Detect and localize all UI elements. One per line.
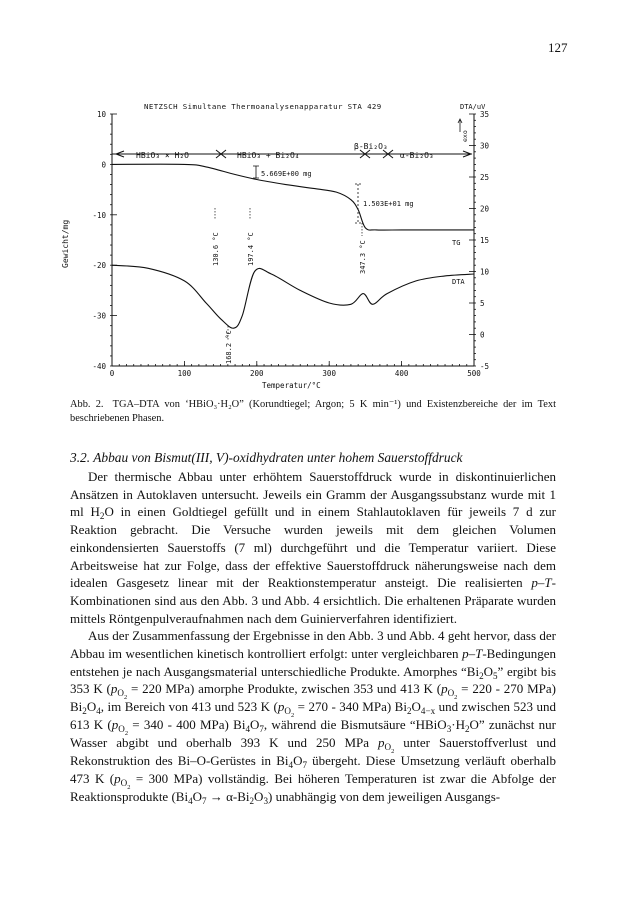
mass-loss-1-bracket [253,166,259,178]
paragraph-1: Der thermische Abbau unter erhöhtem Sauerstoffdruck wurde in diskontinuierlichen Ansätzen in Autoklaven untersucht. Jeweils ein Gramm der Ausgangssubstanz wurde mit 1 ml $H_2O$ in einen Goldtiegel gefüllt und in einem Stahlautoklaven für jeweils 7 d zur Reaktion gebracht. Die Versuche wurden jeweils mit dem gleichen Volumen einkondensierten Sauerstoffs (7 ml) durchgeführt und die Temperatur variiert. Diese Arbeitsweise hat zur Folge, dass der effektive Sauerstoffdruck näherungsweise nach dem idealen Gasgesetz linear mit der Reaktionstemperatur ansteigt. Die realisierten p–T-Kombinationen sind aus den Abb. 3 und Abb. 4 ersichtlich. Die erhaltenen Präparate wurden mittels Röntgenpulveraufnahmen nach dem Guinierverfahren identifiziert. [70,469,556,626]
right-axis-title: DTA/uV [460,103,486,111]
right-axis-tick-label: 15 [480,236,490,245]
mass-loss-2-bracket [355,184,361,223]
mass-loss-1-label: 5.669E+00 mg [261,170,312,178]
page-number: 127 [548,40,568,55]
tg-label: TG [452,239,461,247]
tga-dta-chart [40,98,580,398]
x-axis-tick-label: 0 [109,369,115,378]
left-axis-tick-label: -20 [92,261,106,271]
right-axis-tick-label: -5 [480,362,490,371]
x-axis-tick-label: 500 [467,369,481,378]
phase-label-beta: β-Bi₂O₃ [354,142,388,151]
right-axis-tick-label: 5 [480,299,485,308]
caption-text: TGA–DTA von ‘HBiO₃·H₂O” (Korundtiegel; Argon; 5 K min⁻¹) und Existenzbereiche der im Text beschriebenen Phasen. [70,399,556,424]
caption-label: Abb. 2. [70,399,104,410]
peak-label-2: 197.4 °C [247,232,255,266]
peak-label-4: 168.2 °C [225,330,233,364]
dta-curve [112,265,474,328]
left-axis-tick-label: -30 [92,311,106,321]
paragraph-2: Aus der Zusammenfassung der Ergebnisse in den Abb. 3 und Abb. 4 geht hervor, dass der Abbau im wesentlichen kinetisch kontrolliert erfolgt: unter vergleichbaren p–T-Bedingungen entstehen je nach Ausgangsmaterial unterschiedliche Produkte. Amorphes “$Bi_2O_5$” ergibt bis 353 K ($p_{O_2} = 220$ MPa) amorphe Produkte, zwischen 353 und 413 K ($p_{O_2} = 220 - 270$ MPa) $Bi_2O_4$, im Bereich von 413 und 523 K ($p_{O_2} = 270 - 340$ MPa) $Bi_2O_{4-x}$ und zwischen 523 und 613 K ($p_{O_2} = 340 - 400$ MPa) $Bi_4O_7$, während die Bismutsäure “$HBiO_3\cdot H_2O$” zunächst nur Wasser abgibt und oberhalb 393 K und 250 MPa $p_{O_2}$ unter Sauerstoffverlust und Rekonstruktion des Bi–O-Gerüstes in $Bi_4O_7$ übergeht. Diese Umsetzung verläuft oberhalb 473 K ($p_{O_2} = 300$ MPa) vollständig. Bei höheren Temperaturen ist zwar die Abfolge der Reaktionsprodukte $(Bi_4O_7 \to \alpha-Bi_2O_3)$ unabhängig von dem jeweiligen Ausgangs- [70,628,557,807]
x-axis-title: Temperatur/°C [262,381,321,390]
figure-caption [70,398,556,426]
tga-dta-figure [40,98,580,398]
right-axis-tick-label: 35 [480,110,490,119]
x-axis-tick-label: 400 [394,369,409,378]
body-text [70,468,556,806]
exo-label: exo [461,130,469,142]
right-axis-tick-label: 25 [480,173,490,182]
peak-label-3: 347.3 °C [359,240,367,274]
right-axis-tick-label: 20 [480,204,490,214]
phase-label-hbio3: HBiO₃ + Bi₂O₄ [237,151,300,160]
x-axis-tick-label: 100 [177,369,192,378]
left-axis-tick-label: -40 [92,362,106,371]
right-axis-tick-label: 10 [480,267,490,277]
left-axis-tick-label: 0 [101,160,106,170]
phase-label-hydrate: HBiO₃ × H₂O [136,151,189,160]
x-axis-tick-label: 300 [322,369,336,378]
peak-label-1: 130.6 °C [212,232,220,266]
figure-title: NETZSCH Simultane Thermoanalysenapparatur STA 429 [144,102,382,111]
left-axis-title: Gewicht/mg [61,219,70,268]
mass-loss-2-label: 1.503E+01 mg [363,200,414,208]
x-axis-tick-label: 200 [250,369,264,378]
right-axis-tick-label: 30 [480,141,490,151]
section-heading: 3.2. Abbau von Bismut(III, V)-oxidhydraten unter hohem Sauerstoffdruck [70,450,463,465]
right-axis-tick-label: 0 [480,330,485,340]
dta-label: DTA [452,278,465,286]
left-axis-tick-label: -10 [92,210,106,220]
left-axis-tick-label: 10 [96,110,106,119]
phase-label-alpha: α-Bi₂O₃ [400,151,434,160]
